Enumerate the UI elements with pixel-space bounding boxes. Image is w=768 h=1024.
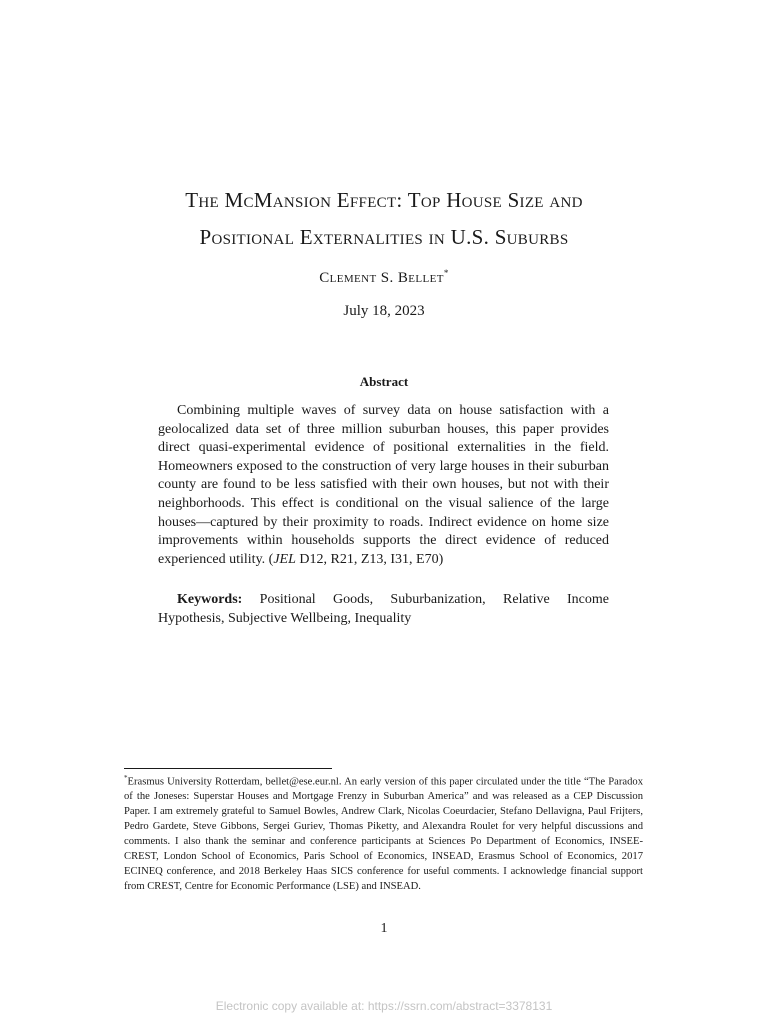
page-number: 1	[380, 921, 388, 936]
footnote-text: Erasmus University Rotterdam, bellet@ese.eur.nl. An early version of this paper circulated under the title “The Paradox of the Joneses: Superstar Houses and Mortgage Frenzy in Suburban America” and was released as a CEP Discussion Paper. I am extremely grateful to Samuel Bowles, Andrew Clark, Nicolas Coeurdacier, Stefano Dellavigna, Paul Frijters, Pedro Gardete, Steve Gibbons, Sergei Guriev, Thomas Piketty, and Alexandra Roulet for very helpful discussions and comments. I also thank the seminar and conference participants at Sciences Po Department of Economics, INSEE-CREST, London School of Economics, Paris School of Economics, INSEAD, Erasmus School of Economics, 2017 ECINEQ conference, and 2018 Berkeley Haas SICS conference for useful comments. I acknowledge financial support from CREST, Centre for Economic Performance (LSE) and INSEAD.	[124, 776, 643, 892]
author-line	[100, 268, 668, 287]
paper-title	[100, 182, 668, 256]
author-footnote	[124, 771, 643, 895]
paper-date: July 18, 2023	[343, 303, 425, 319]
keywords-label: Keywords:	[177, 592, 243, 607]
author-name: Clement S. Bellet	[319, 270, 444, 286]
abstract-text: Combining multiple waves of survey data on house satisfaction with a geolocalized data set of three million suburban houses, this paper provides direct quasi-experimental evidence of positional externalities in the field. Homeowners exposed to the construction of very large houses in their suburban county are found to be less satisfied with their own houses, but not with their neighborhoods. This effect is conditional on the visual salience of the large houses—captured by their proximity to roads. Indirect evidence on home size improvements within households supports the direct evidence of reduced experienced utility. (	[158, 403, 609, 567]
jel-codes: D12, R21, Z13, I31, E70)	[295, 551, 444, 567]
ssrn-footer-watermark: Electronic copy available at: https://ssrn.com/abstract=3378131	[215, 999, 553, 1013]
abstract-heading: Abstract	[359, 374, 409, 389]
abstract-body	[158, 402, 609, 569]
keywords-paragraph	[158, 591, 609, 628]
paper-title-line-1: The McMansion Effect: Top House Size and	[185, 188, 583, 212]
footnote-mark: *	[124, 774, 128, 782]
author-footnote-mark: *	[443, 268, 449, 278]
footnote-divider	[124, 768, 332, 769]
keywords-text: Positional Goods, Suburbanization, Relative Income Hypothesis, Subjective Wellbeing, Inequality	[158, 592, 609, 626]
jel-label: JEL	[273, 551, 296, 567]
paper-title-line-2: Positional Externalities in U.S. Suburbs	[199, 225, 569, 249]
